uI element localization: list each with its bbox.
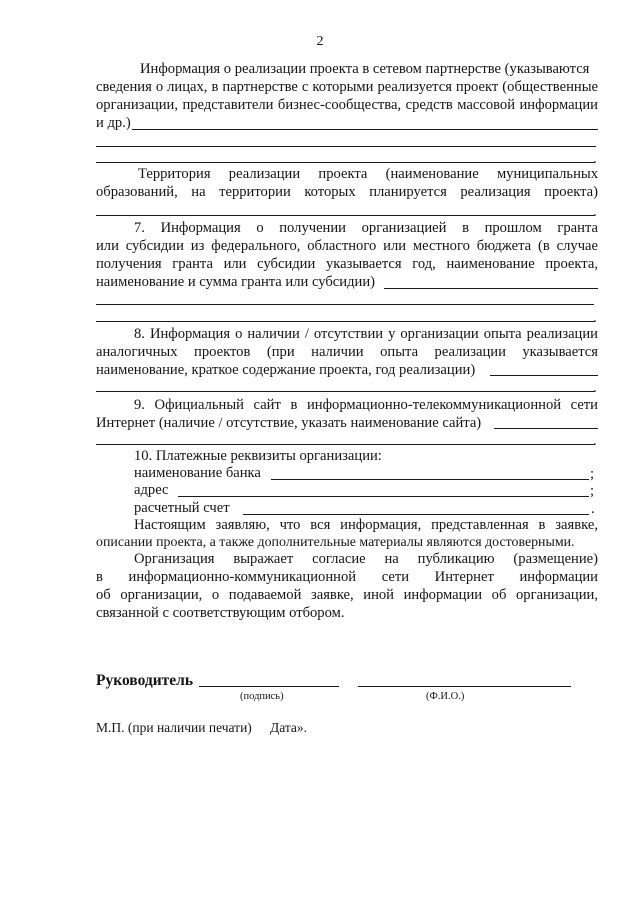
network-info-line-1: Информация о реализации проекта в сетевом партнерстве (указываются: [140, 61, 590, 77]
declaration-line-2: описании проекта, а также дополнительные материалы являются достоверными.: [96, 535, 575, 550]
stamp-note: М.П. (при наличии печати): [96, 720, 252, 735]
network-info-end-dot: .: [593, 151, 597, 167]
network-info-blank-1: [132, 129, 598, 130]
network-info-line-4: и др.): [96, 115, 131, 131]
full-name-field[interactable]: [358, 686, 571, 687]
item8-line-2: аналогичных проектов (при наличии опыта реализации указывается: [96, 344, 598, 360]
item8-line-1: 8. Информация о наличии / отсутствии у организации опыта реализации: [134, 326, 598, 342]
item9-blank-2: [96, 444, 594, 445]
territory-end-dot: .: [593, 204, 597, 220]
item8-blank-1: [490, 375, 598, 376]
address-semicolon: ;: [590, 483, 595, 499]
bank-label: наименование банка: [134, 465, 261, 481]
consent-line-2: в информационно-коммуникационной сети Интернет информации: [96, 569, 598, 585]
item7-line-1: 7. Информация о получении организацией в прошлом гранта: [134, 220, 598, 236]
network-info-blank-2: [96, 146, 596, 147]
territory-line-2: образований, на территории которых планируется реализация проекта): [96, 184, 598, 200]
bank-name-field: [271, 479, 589, 480]
item7-blank-2: [96, 304, 594, 305]
item9-line-2: Интернет (наличие / отсутствие, указать наименование сайта): [96, 415, 482, 431]
item7-line-4: наименование и сумма гранта или субсидии): [96, 274, 375, 290]
account-label: расчетный счет: [134, 500, 230, 516]
signature-field[interactable]: [199, 686, 339, 687]
account-end-dot: .: [591, 501, 595, 517]
territory-line-1: Территория реализации проекта (наименование муниципальных: [138, 166, 598, 182]
address-field: [178, 496, 589, 497]
full-name-caption: (Ф.И.О.): [426, 691, 465, 702]
item10-title: 10. Платежные реквизиты организации:: [134, 448, 382, 464]
page-number: 2: [316, 34, 324, 49]
item7-blank-3: [96, 321, 594, 322]
item8-blank-2: [96, 391, 594, 392]
item9-line-1: 9. Официальный сайт в информационно-телекоммуникационной сети: [134, 397, 598, 413]
consent-line-1: Организация выражает согласие на публикацию (размещение): [134, 551, 598, 567]
signature-caption: (подпись): [240, 691, 284, 702]
network-info-blank-3: [96, 162, 594, 163]
item8-end-dot: .: [593, 380, 597, 396]
item9-end-dot: .: [593, 433, 597, 449]
account-field: [243, 514, 589, 515]
address-label: адрес: [134, 482, 169, 498]
item8-line-3: наименование, краткое содержание проекта, год реализации): [96, 362, 476, 378]
signature-title: Руководитель: [96, 672, 194, 689]
date-label: Дата».: [270, 720, 308, 735]
bank-semicolon: ;: [590, 466, 595, 482]
network-info-line-2: сведения о лицах, в партнерстве с которыми реализуется проект (общественные: [96, 79, 598, 95]
item9-blank-1: [494, 428, 598, 429]
item7-blank-1: [384, 288, 598, 289]
declaration-line-1: Настоящим заявляю, что вся информация, представленная в заявке,: [134, 517, 598, 533]
item7-line-3: получения гранта или субсидии указывается год, наименование проекта,: [96, 256, 598, 272]
consent-line-3: об организации, о подаваемой заявке, иной информации об организации,: [96, 587, 598, 603]
consent-line-4: связанной с соответствующим отбором.: [96, 605, 345, 621]
item7-line-2: или субсидии из федерального, областного или местного бюджета (в случае: [96, 238, 598, 254]
territory-blank: [96, 215, 594, 216]
network-info-line-3: организации, представители бизнес-сообщества, средств массовой информации: [96, 97, 598, 113]
item7-end-dot: .: [593, 310, 597, 326]
